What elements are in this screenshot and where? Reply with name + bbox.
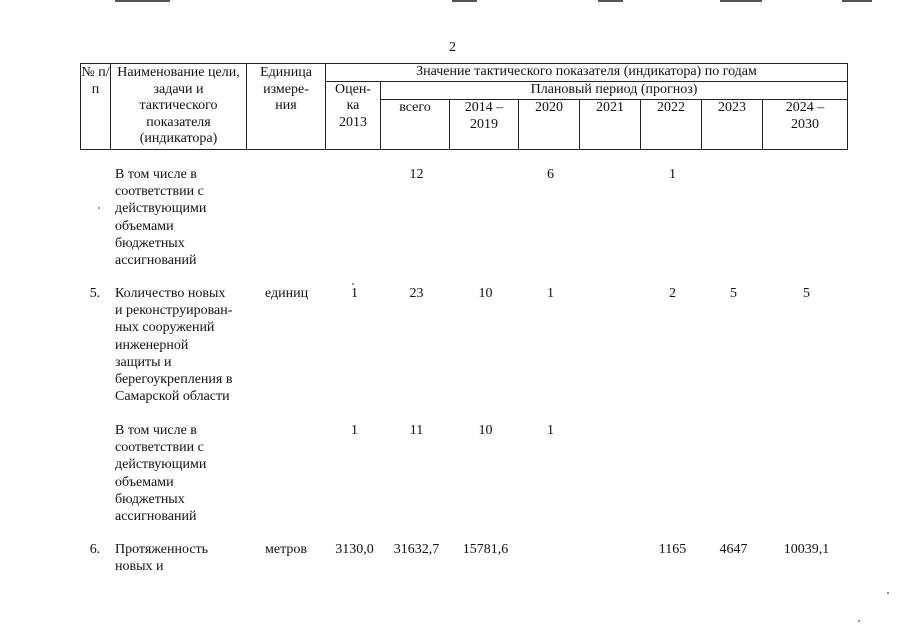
value-cell-v2014-2019: 10	[478, 286, 493, 301]
header-2024-2030: 2024 – 2030	[763, 100, 848, 150]
value-cell-v2020: 1	[547, 423, 554, 438]
table-header	[80, 63, 848, 150]
scan-edge-mark	[598, 0, 623, 2]
header-2023: 2023	[702, 100, 763, 150]
value-cell-total: 31632,7	[393, 542, 440, 557]
row-unit: метров	[265, 542, 307, 557]
page-number: 2	[449, 40, 456, 55]
row-name-line: действующими	[115, 201, 207, 217]
header-number: № п/п	[81, 64, 111, 150]
row-name-line: новых и	[115, 559, 164, 575]
row-name-line: ассигнований	[115, 253, 197, 268]
header-estimate: Оцен-ка 2013	[326, 81, 381, 150]
row-name-line: объемами	[115, 218, 174, 234]
value-cell-v2023: 5	[730, 286, 737, 301]
row-name-line: ассигнований	[115, 509, 197, 524]
row-name-line: Протяженность	[115, 542, 209, 557]
row-name-line: и реконструирован-	[115, 303, 233, 319]
value-cell-v2024-2030: 10039,1	[783, 542, 830, 557]
header-values: Значение тактического показателя (индикатора) по годам	[326, 64, 848, 82]
scan-speck	[352, 283, 354, 285]
row-name-line: инженерной	[115, 337, 189, 353]
value-cell-v2013: 1	[351, 423, 358, 438]
value-cell-v2020: 1	[547, 286, 554, 301]
value-cell-v2022: 1	[669, 167, 676, 182]
row-name-line: ных сооружений	[115, 320, 215, 336]
header-2022: 2022	[641, 100, 702, 150]
value-cell-total: 12	[409, 167, 424, 182]
row-name-line: В том числе в	[115, 167, 197, 182]
header-name: Наименование цели, задачи и тактического показателя (индикатора)	[111, 64, 247, 150]
value-cell-v2014-2019: 15781,6	[462, 542, 509, 557]
row-name-line: Самарской области	[115, 389, 230, 405]
value-cell-v2022: 2	[669, 286, 676, 301]
scan-edge-mark	[720, 0, 762, 2]
row-name-line: защиты и	[115, 354, 172, 370]
scan-speck	[98, 207, 100, 209]
row-name-line: объемами	[115, 474, 174, 490]
scan-speck	[887, 592, 889, 594]
row-number: 5.	[89, 286, 101, 301]
header-plan: Плановый период (прогноз)	[381, 81, 848, 100]
value-cell-v2022: 1165	[658, 542, 687, 557]
value-cell-total: 23	[409, 286, 424, 301]
value-cell-v2013: 3130,0	[335, 542, 374, 557]
row-name-line: бюджетных	[115, 491, 185, 507]
row-name-line: действующими	[115, 457, 207, 473]
value-cell-v2023: 4647	[719, 542, 748, 557]
value-cell-v2014-2019: 10	[478, 423, 493, 438]
header-2014-2019: 2014 – 2019	[450, 100, 519, 150]
value-cell-total: 11	[409, 423, 424, 438]
scan-edge-mark	[452, 0, 477, 2]
header-2021: 2021	[580, 100, 641, 150]
row-name-line: соответствии с	[115, 440, 204, 456]
value-cell-v2024-2030: 5	[803, 286, 810, 301]
row-number: 6.	[89, 542, 101, 557]
row-name-line: Количество новых	[115, 286, 226, 301]
row-name-line: бюджетных	[115, 235, 185, 251]
row-unit: единиц	[265, 286, 309, 301]
header-2020: 2020	[519, 100, 580, 150]
value-cell-v2013: 1	[351, 286, 358, 301]
header-total: всего	[381, 100, 450, 150]
row-name-line: соответствии с	[115, 184, 204, 200]
scan-edge-mark	[842, 0, 872, 2]
scan-speck	[858, 620, 860, 622]
row-name-line: В том числе в	[115, 423, 197, 438]
header-unit: Единица измере-ния	[247, 64, 326, 150]
row-name-line: берегоукрепления в	[115, 372, 233, 387]
scan-edge-mark	[115, 0, 170, 2]
value-cell-v2020: 6	[547, 167, 554, 182]
